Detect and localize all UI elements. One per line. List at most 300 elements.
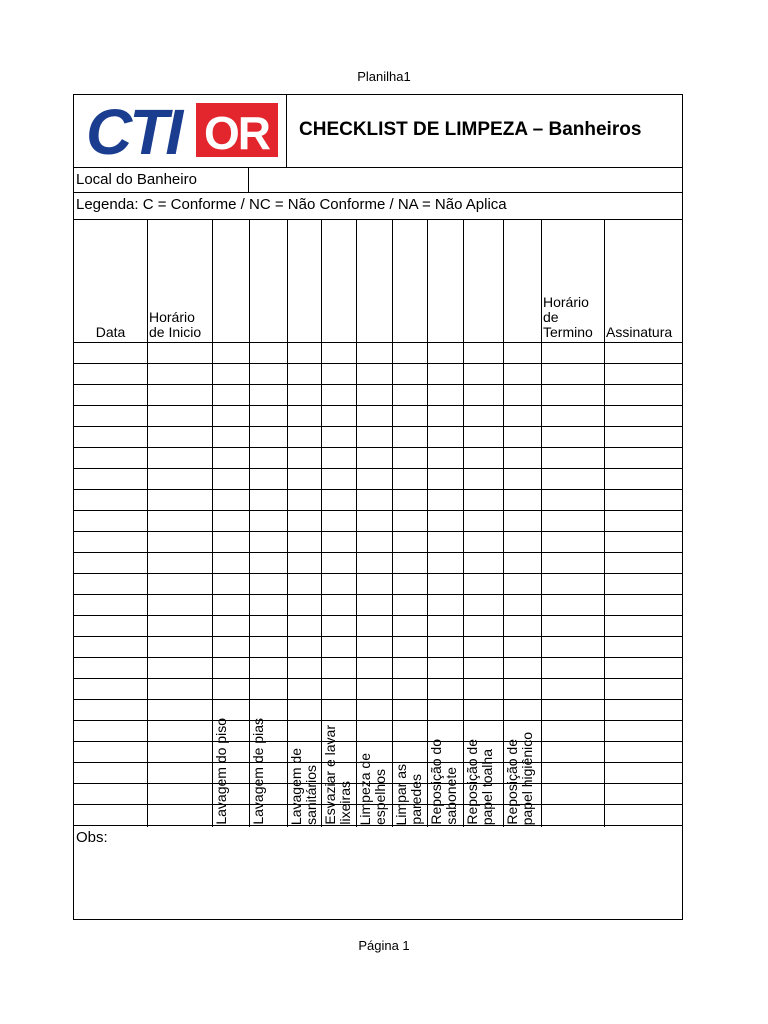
checklist-cell[interactable] — [322, 469, 356, 489]
checklist-cell[interactable] — [393, 658, 427, 678]
checklist-cell[interactable] — [542, 679, 604, 699]
checklist-cell[interactable] — [357, 805, 392, 825]
checklist-cell[interactable] — [213, 721, 249, 741]
checklist-cell[interactable] — [504, 364, 541, 384]
checklist-cell[interactable] — [250, 427, 287, 447]
checklist-cell[interactable] — [542, 784, 604, 804]
checklist-cell[interactable] — [148, 721, 212, 741]
checklist-cell[interactable] — [148, 658, 212, 678]
checklist-cell[interactable] — [393, 784, 427, 804]
checklist-cell[interactable] — [288, 763, 321, 783]
checklist-cell[interactable] — [213, 343, 249, 363]
checklist-cell[interactable] — [288, 448, 321, 468]
checklist-cell[interactable] — [393, 427, 427, 447]
checklist-cell[interactable] — [393, 406, 427, 426]
checklist-cell[interactable] — [148, 343, 212, 363]
checklist-cell[interactable] — [288, 616, 321, 636]
checklist-cell[interactable] — [504, 490, 541, 510]
checklist-cell[interactable] — [428, 658, 463, 678]
checklist-cell[interactable] — [213, 553, 249, 573]
checklist-cell[interactable] — [357, 763, 392, 783]
checklist-cell[interactable] — [75, 511, 147, 531]
checklist-cell[interactable] — [464, 574, 503, 594]
checklist-cell[interactable] — [75, 490, 147, 510]
checklist-cell[interactable] — [148, 406, 212, 426]
checklist-cell[interactable] — [464, 490, 503, 510]
checklist-cell[interactable] — [75, 574, 147, 594]
checklist-cell[interactable] — [464, 616, 503, 636]
checklist-cell[interactable] — [542, 553, 604, 573]
checklist-cell[interactable] — [504, 658, 541, 678]
checklist-cell[interactable] — [357, 742, 392, 762]
checklist-cell[interactable] — [213, 616, 249, 636]
checklist-cell[interactable] — [605, 343, 682, 363]
checklist-cell[interactable] — [605, 532, 682, 552]
checklist-cell[interactable] — [428, 532, 463, 552]
checklist-cell[interactable] — [605, 427, 682, 447]
checklist-cell[interactable] — [464, 637, 503, 657]
checklist-cell[interactable] — [288, 784, 321, 804]
checklist-cell[interactable] — [464, 742, 503, 762]
checklist-cell[interactable] — [75, 406, 147, 426]
checklist-cell[interactable] — [428, 490, 463, 510]
checklist-cell[interactable] — [428, 553, 463, 573]
checklist-cell[interactable] — [542, 406, 604, 426]
checklist-cell[interactable] — [148, 553, 212, 573]
checklist-cell[interactable] — [148, 700, 212, 720]
checklist-cell[interactable] — [250, 532, 287, 552]
checklist-cell[interactable] — [428, 364, 463, 384]
checklist-cell[interactable] — [464, 595, 503, 615]
checklist-cell[interactable] — [213, 511, 249, 531]
checklist-cell[interactable] — [322, 553, 356, 573]
checklist-cell[interactable] — [288, 385, 321, 405]
checklist-cell[interactable] — [605, 637, 682, 657]
checklist-cell[interactable] — [357, 658, 392, 678]
checklist-cell[interactable] — [428, 637, 463, 657]
checklist-cell[interactable] — [393, 805, 427, 825]
checklist-cell[interactable] — [213, 406, 249, 426]
checklist-cell[interactable] — [605, 658, 682, 678]
checklist-cell[interactable] — [250, 448, 287, 468]
checklist-cell[interactable] — [357, 595, 392, 615]
checklist-cell[interactable] — [322, 448, 356, 468]
checklist-cell[interactable] — [357, 700, 392, 720]
checklist-cell[interactable] — [504, 805, 541, 825]
checklist-cell[interactable] — [605, 616, 682, 636]
checklist-cell[interactable] — [464, 427, 503, 447]
checklist-cell[interactable] — [357, 427, 392, 447]
checklist-cell[interactable] — [322, 763, 356, 783]
checklist-cell[interactable] — [322, 574, 356, 594]
checklist-cell[interactable] — [428, 595, 463, 615]
checklist-cell[interactable] — [357, 574, 392, 594]
checklist-cell[interactable] — [605, 805, 682, 825]
checklist-cell[interactable] — [428, 679, 463, 699]
checklist-cell[interactable] — [605, 490, 682, 510]
checklist-cell[interactable] — [393, 574, 427, 594]
checklist-cell[interactable] — [148, 616, 212, 636]
checklist-cell[interactable] — [213, 595, 249, 615]
checklist-cell[interactable] — [357, 637, 392, 657]
checklist-cell[interactable] — [393, 679, 427, 699]
checklist-cell[interactable] — [605, 448, 682, 468]
checklist-cell[interactable] — [357, 616, 392, 636]
checklist-cell[interactable] — [148, 784, 212, 804]
checklist-cell[interactable] — [322, 385, 356, 405]
checklist-cell[interactable] — [605, 364, 682, 384]
checklist-cell[interactable] — [504, 406, 541, 426]
checklist-cell[interactable] — [542, 721, 604, 741]
checklist-cell[interactable] — [213, 763, 249, 783]
checklist-cell[interactable] — [464, 448, 503, 468]
checklist-cell[interactable] — [148, 490, 212, 510]
checklist-cell[interactable] — [148, 679, 212, 699]
checklist-cell[interactable] — [148, 595, 212, 615]
checklist-cell[interactable] — [250, 364, 287, 384]
checklist-cell[interactable] — [542, 616, 604, 636]
checklist-cell[interactable] — [393, 595, 427, 615]
checklist-cell[interactable] — [322, 511, 356, 531]
checklist-cell[interactable] — [322, 490, 356, 510]
checklist-cell[interactable] — [605, 406, 682, 426]
checklist-cell[interactable] — [542, 364, 604, 384]
checklist-cell[interactable] — [322, 595, 356, 615]
checklist-cell[interactable] — [393, 385, 427, 405]
checklist-cell[interactable] — [542, 511, 604, 531]
checklist-cell[interactable] — [148, 763, 212, 783]
checklist-cell[interactable] — [542, 742, 604, 762]
checklist-cell[interactable] — [250, 574, 287, 594]
checklist-cell[interactable] — [428, 784, 463, 804]
checklist-cell[interactable] — [148, 427, 212, 447]
checklist-cell[interactable] — [148, 574, 212, 594]
checklist-cell[interactable] — [504, 448, 541, 468]
checklist-cell[interactable] — [288, 406, 321, 426]
checklist-cell[interactable] — [213, 469, 249, 489]
checklist-cell[interactable] — [542, 343, 604, 363]
checklist-cell[interactable] — [250, 385, 287, 405]
checklist-cell[interactable] — [464, 679, 503, 699]
checklist-cell[interactable] — [605, 595, 682, 615]
checklist-cell[interactable] — [322, 364, 356, 384]
checklist-cell[interactable] — [464, 658, 503, 678]
checklist-cell[interactable] — [75, 637, 147, 657]
checklist-cell[interactable] — [357, 721, 392, 741]
checklist-cell[interactable] — [250, 553, 287, 573]
checklist-cell[interactable] — [605, 574, 682, 594]
checklist-cell[interactable] — [542, 574, 604, 594]
checklist-cell[interactable] — [148, 448, 212, 468]
checklist-cell[interactable] — [393, 616, 427, 636]
checklist-cell[interactable] — [213, 742, 249, 762]
checklist-cell[interactable] — [605, 385, 682, 405]
checklist-cell[interactable] — [250, 742, 287, 762]
checklist-cell[interactable] — [75, 469, 147, 489]
checklist-cell[interactable] — [542, 700, 604, 720]
checklist-cell[interactable] — [504, 574, 541, 594]
checklist-cell[interactable] — [322, 679, 356, 699]
checklist-cell[interactable] — [542, 385, 604, 405]
checklist-cell[interactable] — [288, 469, 321, 489]
checklist-cell[interactable] — [75, 616, 147, 636]
checklist-cell[interactable] — [464, 406, 503, 426]
checklist-cell[interactable] — [428, 343, 463, 363]
checklist-cell[interactable] — [464, 364, 503, 384]
checklist-cell[interactable] — [542, 469, 604, 489]
checklist-cell[interactable] — [605, 553, 682, 573]
checklist-cell[interactable] — [542, 427, 604, 447]
checklist-cell[interactable] — [605, 784, 682, 804]
checklist-cell[interactable] — [357, 532, 392, 552]
checklist-cell[interactable] — [213, 637, 249, 657]
checklist-cell[interactable] — [148, 511, 212, 531]
checklist-cell[interactable] — [75, 595, 147, 615]
checklist-cell[interactable] — [428, 448, 463, 468]
checklist-cell[interactable] — [504, 532, 541, 552]
checklist-cell[interactable] — [75, 721, 147, 741]
checklist-cell[interactable] — [322, 427, 356, 447]
checklist-cell[interactable] — [393, 763, 427, 783]
checklist-cell[interactable] — [393, 532, 427, 552]
checklist-cell[interactable] — [393, 742, 427, 762]
checklist-cell[interactable] — [75, 784, 147, 804]
checklist-cell[interactable] — [213, 490, 249, 510]
checklist-cell[interactable] — [464, 700, 503, 720]
checklist-cell[interactable] — [288, 553, 321, 573]
checklist-cell[interactable] — [428, 406, 463, 426]
checklist-cell[interactable] — [357, 343, 392, 363]
checklist-cell[interactable] — [357, 490, 392, 510]
checklist-cell[interactable] — [213, 427, 249, 447]
checklist-cell[interactable] — [393, 700, 427, 720]
checklist-cell[interactable] — [213, 574, 249, 594]
checklist-cell[interactable] — [148, 385, 212, 405]
checklist-cell[interactable] — [288, 637, 321, 657]
checklist-cell[interactable] — [322, 805, 356, 825]
checklist-cell[interactable] — [428, 763, 463, 783]
checklist-cell[interactable] — [428, 469, 463, 489]
checklist-cell[interactable] — [464, 511, 503, 531]
checklist-cell[interactable] — [250, 784, 287, 804]
checklist-cell[interactable] — [464, 553, 503, 573]
checklist-cell[interactable] — [250, 343, 287, 363]
checklist-cell[interactable] — [605, 721, 682, 741]
checklist-cell[interactable] — [428, 427, 463, 447]
checklist-cell[interactable] — [213, 784, 249, 804]
checklist-cell[interactable] — [504, 553, 541, 573]
checklist-cell[interactable] — [288, 700, 321, 720]
checklist-cell[interactable] — [75, 679, 147, 699]
checklist-cell[interactable] — [75, 385, 147, 405]
checklist-cell[interactable] — [464, 763, 503, 783]
checklist-cell[interactable] — [250, 406, 287, 426]
checklist-cell[interactable] — [250, 700, 287, 720]
checklist-cell[interactable] — [322, 616, 356, 636]
checklist-cell[interactable] — [357, 385, 392, 405]
checklist-cell[interactable] — [288, 574, 321, 594]
checklist-cell[interactable] — [148, 637, 212, 657]
checklist-cell[interactable] — [288, 490, 321, 510]
checklist-cell[interactable] — [148, 469, 212, 489]
checklist-cell[interactable] — [504, 700, 541, 720]
checklist-cell[interactable] — [464, 343, 503, 363]
checklist-cell[interactable] — [288, 511, 321, 531]
column-header-label — [541, 295, 604, 340]
checklist-cell[interactable] — [504, 427, 541, 447]
checklist-cell[interactable] — [504, 742, 541, 762]
checklist-cell[interactable] — [542, 595, 604, 615]
checklist-cell[interactable] — [213, 532, 249, 552]
checklist-cell[interactable] — [288, 742, 321, 762]
checklist-cell[interactable] — [322, 406, 356, 426]
checklist-cell[interactable] — [75, 343, 147, 363]
checklist-cell[interactable] — [250, 721, 287, 741]
checklist-cell[interactable] — [357, 448, 392, 468]
checklist-cell[interactable] — [504, 343, 541, 363]
checklist-cell[interactable] — [288, 364, 321, 384]
checklist-cell[interactable] — [213, 658, 249, 678]
checklist-cell[interactable] — [504, 511, 541, 531]
checklist-cell[interactable] — [288, 658, 321, 678]
checklist-cell[interactable] — [428, 721, 463, 741]
checklist-cell[interactable] — [464, 469, 503, 489]
checklist-cell[interactable] — [75, 532, 147, 552]
checklist-cell[interactable] — [464, 805, 503, 825]
checklist-cell[interactable] — [504, 784, 541, 804]
checklist-cell[interactable] — [148, 532, 212, 552]
checklist-cell[interactable] — [428, 805, 463, 825]
checklist-cell[interactable] — [75, 448, 147, 468]
checklist-cell[interactable] — [393, 343, 427, 363]
checklist-cell[interactable] — [75, 805, 147, 825]
checklist-cell[interactable] — [250, 637, 287, 657]
checklist-cell[interactable] — [250, 616, 287, 636]
checklist-cell[interactable] — [250, 679, 287, 699]
checklist-cell[interactable] — [542, 490, 604, 510]
checklist-cell[interactable] — [504, 595, 541, 615]
checklist-cell[interactable] — [250, 763, 287, 783]
checklist-cell[interactable] — [75, 364, 147, 384]
checklist-cell[interactable] — [148, 742, 212, 762]
checklist-cell[interactable] — [393, 721, 427, 741]
checklist-cell[interactable] — [504, 469, 541, 489]
checklist-cell[interactable] — [250, 595, 287, 615]
checklist-cell[interactable] — [148, 364, 212, 384]
checklist-cell[interactable] — [213, 700, 249, 720]
checklist-cell[interactable] — [75, 427, 147, 447]
checklist-cell[interactable] — [357, 784, 392, 804]
checklist-cell[interactable] — [357, 364, 392, 384]
checklist-cell[interactable] — [464, 532, 503, 552]
checklist-cell[interactable] — [428, 385, 463, 405]
checklist-cell[interactable] — [393, 364, 427, 384]
checklist-cell[interactable] — [428, 574, 463, 594]
checklist-cell[interactable] — [213, 385, 249, 405]
checklist-cell[interactable] — [213, 448, 249, 468]
checklist-cell[interactable] — [250, 658, 287, 678]
checklist-cell[interactable] — [322, 784, 356, 804]
checklist-cell[interactable] — [357, 406, 392, 426]
checklist-cell[interactable] — [605, 700, 682, 720]
checklist-cell[interactable] — [357, 511, 392, 531]
checklist-cell[interactable] — [75, 763, 147, 783]
checklist-cell[interactable] — [288, 595, 321, 615]
checklist-cell[interactable] — [393, 511, 427, 531]
checklist-cell[interactable] — [605, 511, 682, 531]
checklist-cell[interactable] — [75, 658, 147, 678]
checklist-cell[interactable] — [250, 469, 287, 489]
checklist-cell[interactable] — [322, 532, 356, 552]
checklist-cell[interactable] — [322, 343, 356, 363]
checklist-cell[interactable] — [288, 427, 321, 447]
checklist-cell[interactable] — [542, 637, 604, 657]
checklist-cell[interactable] — [605, 679, 682, 699]
checklist-cell[interactable] — [322, 700, 356, 720]
checklist-cell[interactable] — [322, 658, 356, 678]
checklist-cell[interactable] — [322, 742, 356, 762]
checklist-cell[interactable] — [464, 721, 503, 741]
checklist-cell[interactable] — [393, 490, 427, 510]
checklist-cell[interactable] — [322, 721, 356, 741]
checklist-cell[interactable] — [75, 742, 147, 762]
checklist-cell[interactable] — [504, 679, 541, 699]
checklist-cell[interactable] — [504, 637, 541, 657]
checklist-cell[interactable] — [288, 679, 321, 699]
checklist-cell[interactable] — [250, 511, 287, 531]
checklist-cell[interactable] — [605, 763, 682, 783]
checklist-cell[interactable] — [288, 532, 321, 552]
checklist-cell[interactable] — [605, 469, 682, 489]
checklist-cell[interactable] — [542, 448, 604, 468]
checklist-cell[interactable] — [148, 805, 212, 825]
checklist-cell[interactable] — [605, 742, 682, 762]
checklist-cell[interactable] — [75, 553, 147, 573]
checklist-cell[interactable] — [75, 700, 147, 720]
checklist-cell[interactable] — [504, 616, 541, 636]
checklist-cell[interactable] — [464, 385, 503, 405]
checklist-cell[interactable] — [542, 763, 604, 783]
checklist-cell[interactable] — [393, 448, 427, 468]
checklist-cell[interactable] — [542, 532, 604, 552]
checklist-cell[interactable] — [504, 385, 541, 405]
checklist-cell[interactable] — [393, 469, 427, 489]
checklist-cell[interactable] — [250, 490, 287, 510]
checklist-cell[interactable] — [428, 742, 463, 762]
checklist-cell[interactable] — [393, 553, 427, 573]
checklist-cell[interactable] — [250, 805, 287, 825]
checklist-cell[interactable] — [504, 763, 541, 783]
checklist-cell[interactable] — [428, 616, 463, 636]
checklist-cell[interactable] — [288, 343, 321, 363]
checklist-cell[interactable] — [213, 805, 249, 825]
checklist-cell[interactable] — [542, 805, 604, 825]
checklist-cell[interactable] — [357, 469, 392, 489]
checklist-cell[interactable] — [542, 658, 604, 678]
checklist-cell[interactable] — [357, 679, 392, 699]
checklist-cell[interactable] — [213, 364, 249, 384]
checklist-cell[interactable] — [428, 700, 463, 720]
checklist-cell[interactable] — [322, 637, 356, 657]
checklist-cell[interactable] — [428, 511, 463, 531]
checklist-cell[interactable] — [288, 721, 321, 741]
checklist-cell[interactable] — [504, 721, 541, 741]
checklist-cell[interactable] — [288, 805, 321, 825]
checklist-cell[interactable] — [357, 553, 392, 573]
checklist-cell[interactable] — [393, 637, 427, 657]
checklist-cell[interactable] — [464, 784, 503, 804]
checklist-cell[interactable] — [213, 679, 249, 699]
